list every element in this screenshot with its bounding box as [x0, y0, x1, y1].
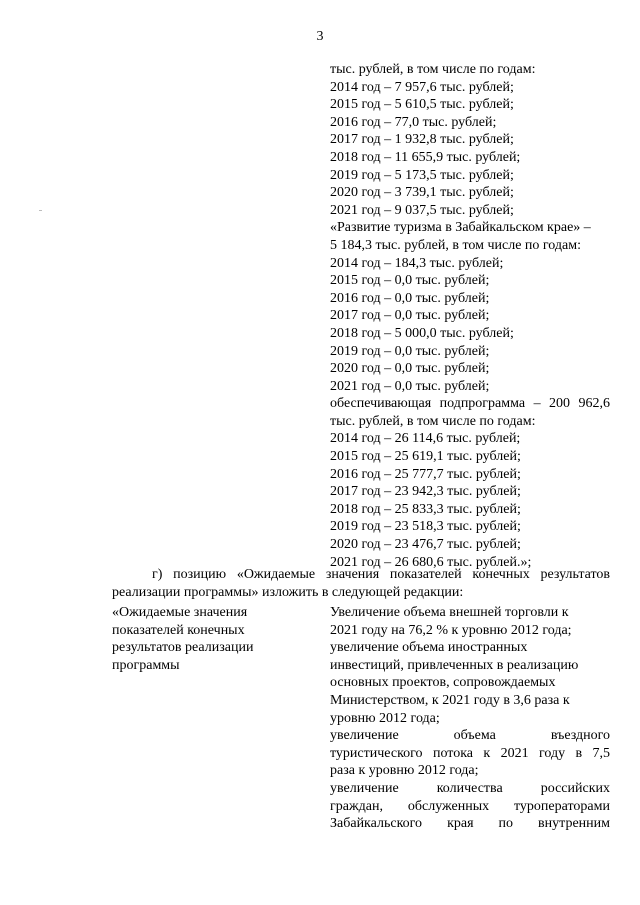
- position-label-line: показателей конечных: [112, 622, 245, 638]
- result-line: уровню 2012 года;: [330, 710, 440, 726]
- funding-line: 2016 год – 77,0 тыс. рублей;: [330, 114, 497, 130]
- funding-line: 2014 год – 7 957,6 тыс. рублей;: [330, 79, 514, 95]
- result-line: инвестиций, привлеченных в реализацию: [330, 657, 579, 673]
- funding-line: 2017 год – 0,0 тыс. рублей;: [330, 308, 490, 324]
- result-line: граждан, обслуженных туроператорами: [330, 798, 610, 814]
- funding-line: 2019 год – 23 518,3 тыс. рублей;: [330, 519, 521, 535]
- funding-line: 2014 год – 26 114,6 тыс. рублей;: [330, 431, 521, 447]
- funding-line: 2018 год – 5 000,0 тыс. рублей;: [330, 325, 514, 341]
- expected-results-column: [330, 604, 610, 833]
- funding-line: 2015 год – 5 610,5 тыс. рублей;: [330, 97, 514, 113]
- funding-line: 5 184,3 тыс. рублей, в том числе по годам:: [330, 237, 581, 253]
- amendment-instruction: [112, 566, 610, 601]
- funding-line: 2019 год – 5 173,5 тыс. рублей;: [330, 167, 514, 183]
- position-label-line: результатов реализации: [112, 640, 254, 656]
- result-line: туристического потока к 2021 году в 7,5: [330, 745, 610, 761]
- position-label-line: программы: [112, 657, 180, 673]
- funding-column: [330, 61, 610, 571]
- funding-line: 2015 год – 0,0 тыс. рублей;: [330, 273, 490, 289]
- funding-line: 2016 год – 0,0 тыс. рублей;: [330, 290, 490, 306]
- funding-line: 2020 год – 0,0 тыс. рублей;: [330, 361, 490, 377]
- result-line: увеличение объема въездного: [330, 728, 610, 744]
- funding-line: 2014 год – 184,3 тыс. рублей;: [330, 255, 504, 271]
- funding-line: 2021 год – 0,0 тыс. рублей;: [330, 378, 490, 394]
- result-line: увеличение количества российских: [330, 780, 610, 796]
- result-line: Увеличение объема внешней торговли к: [330, 605, 569, 620]
- scan-mark: [39, 210, 42, 211]
- result-line: увеличение объема иностранных: [330, 640, 528, 656]
- funding-line: 2021 год – 9 037,5 тыс. рублей;: [330, 202, 514, 218]
- instruction-line: реализации программы» изложить в следующей редакции:: [112, 584, 464, 600]
- instruction-line: г) позицию «Ожидаемые значения показателей конечных результатов: [152, 567, 610, 582]
- funding-line: 2020 год – 3 739,1 тыс. рублей;: [330, 185, 514, 201]
- result-line: Забайкальского края по внутренним: [330, 816, 610, 832]
- result-line: раза к уровню 2012 года;: [330, 763, 479, 779]
- result-line: Министерством, к 2021 году в 3,6 раза к: [330, 692, 570, 708]
- funding-line: 2021 год – 26 680,6 тыс. рублей.»;: [330, 554, 532, 570]
- funding-line: 2017 год – 1 932,8 тыс. рублей;: [330, 132, 514, 148]
- funding-line: 2020 год – 23 476,7 тыс. рублей;: [330, 537, 521, 553]
- funding-line: тыс. рублей, в том числе по годам:: [330, 62, 536, 77]
- funding-line: 2016 год – 25 777,7 тыс. рублей;: [330, 466, 521, 482]
- funding-line: 2018 год – 25 833,3 тыс. рублей;: [330, 501, 521, 517]
- funding-line: 2015 год – 25 619,1 тыс. рублей;: [330, 449, 521, 465]
- funding-line: обеспечивающая подпрограмма – 200 962,6: [330, 396, 610, 412]
- result-line: 2021 году на 76,2 % к уровню 2012 года;: [330, 622, 572, 638]
- position-label: [112, 604, 302, 674]
- funding-line: тыс. рублей, в том числе по годам:: [330, 413, 536, 429]
- funding-line: 2017 год – 23 942,3 тыс. рублей;: [330, 484, 521, 500]
- position-label-line: «Ожидаемые значения: [112, 605, 248, 620]
- funding-line: 2019 год – 0,0 тыс. рублей;: [330, 343, 490, 359]
- funding-line: 2018 год – 11 655,9 тыс. рублей;: [330, 149, 521, 165]
- page-number: 3: [316, 29, 324, 44]
- funding-line: «Развитие туризма в Забайкальском крае» –: [330, 220, 591, 236]
- result-line: основных проектов, сопровождаемых: [330, 675, 556, 691]
